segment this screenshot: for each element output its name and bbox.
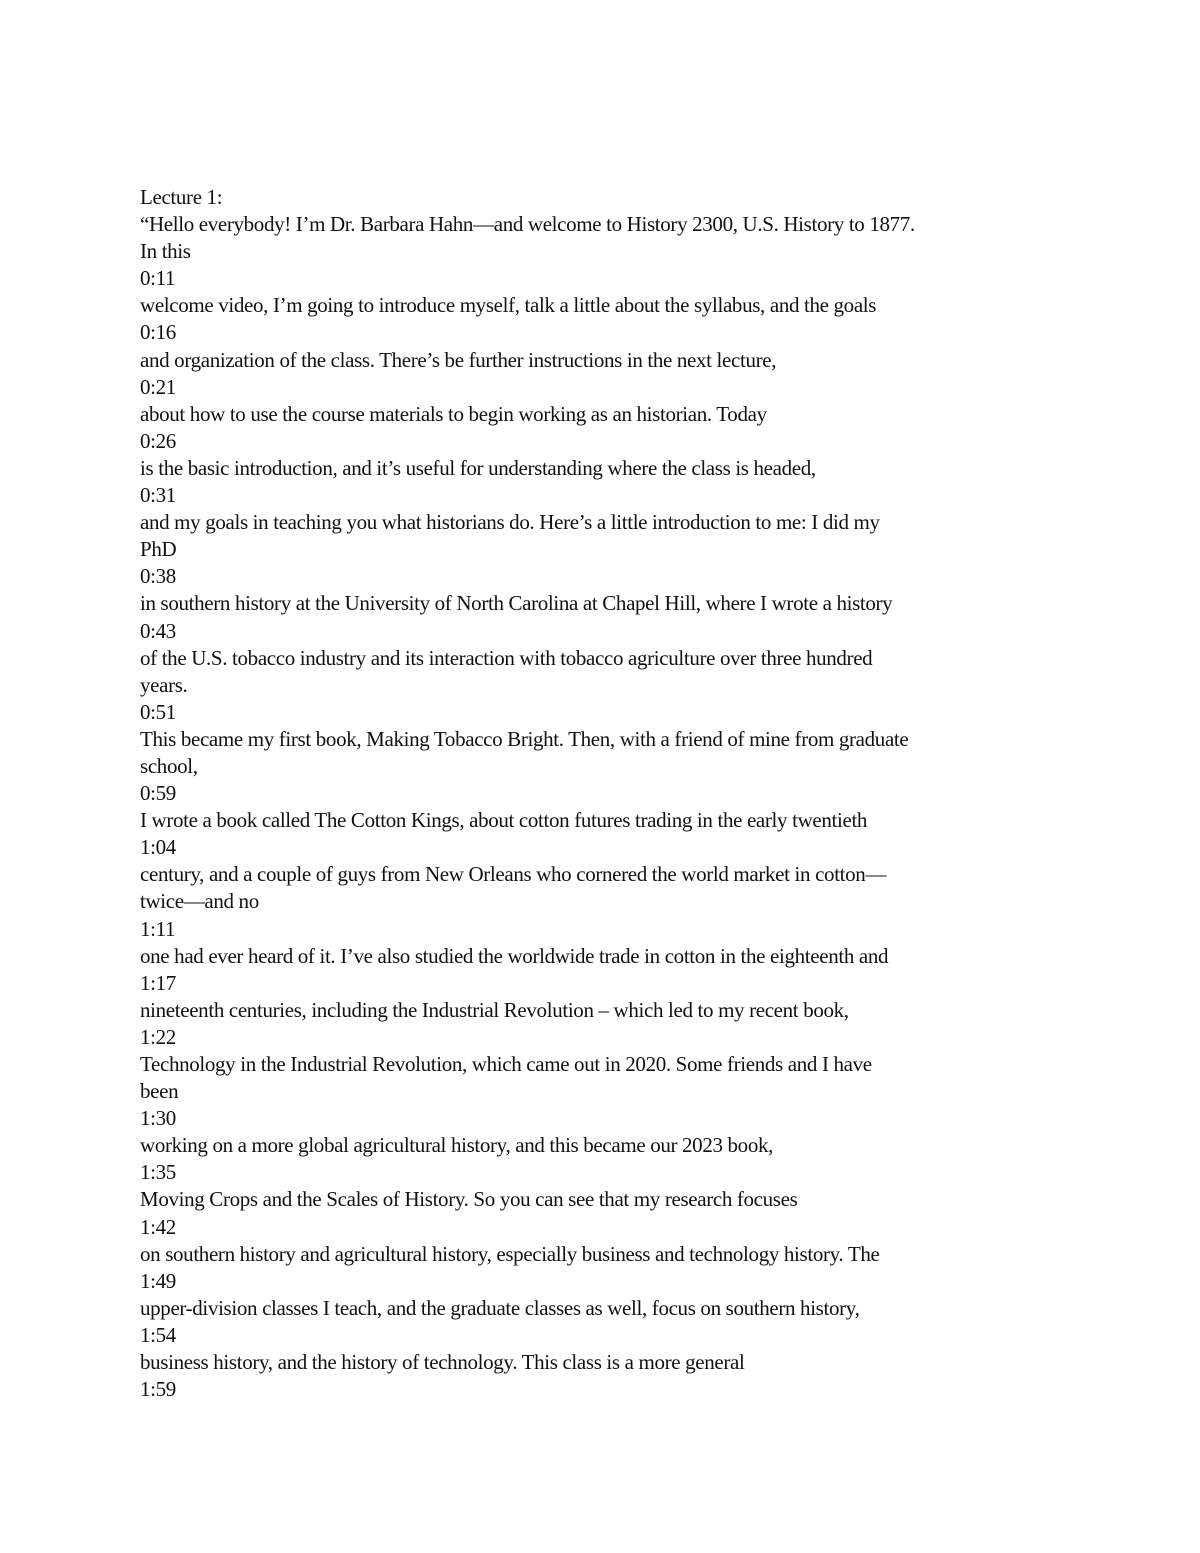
timestamp-line: 1:22 xyxy=(140,1024,176,1049)
transcript-line: Moving Crops and the Scales of History. So you can see that my research focuses xyxy=(140,1187,798,1212)
timestamp-line: 1:59 xyxy=(140,1377,176,1402)
transcript-line: PhD xyxy=(140,537,177,562)
transcript-line: This became my first book, Making Tobacco Bright. Then, with a friend of mine from graduate xyxy=(140,726,909,751)
transcript-line: one had ever heard of it. I’ve also studied the worldwide trade in cotton in the eighteenth and xyxy=(140,943,889,968)
timestamp-line: 0:51 xyxy=(140,699,176,724)
transcript-line: “Hello everybody! I’m Dr. Barbara Hahn—and welcome to History 2300, U.S. History to 1877. xyxy=(140,212,915,237)
transcript-line: nineteenth centuries, including the Industrial Revolution – which led to my recent book, xyxy=(140,997,849,1022)
transcript-line: century, and a couple of guys from New Orleans who cornered the world market in cotton— xyxy=(140,862,887,887)
transcript-line: on southern history and agricultural history, especially business and technology history. The xyxy=(140,1241,880,1266)
transcript-line: is the basic introduction, and it’s useful for understanding where the class is headed, xyxy=(140,455,816,480)
timestamp-line: 1:11 xyxy=(140,916,176,941)
timestamp-line: 0:21 xyxy=(140,374,176,399)
transcript-line: been xyxy=(140,1079,179,1104)
timestamp-line: 0:38 xyxy=(140,564,176,589)
transcript-text xyxy=(140,184,1070,1403)
transcript-line: upper-division classes I teach, and the graduate classes as well, focus on southern history, xyxy=(140,1295,860,1320)
transcript-line: twice—and no xyxy=(140,889,259,914)
timestamp-line: 0:31 xyxy=(140,483,176,508)
transcript-line: and my goals in teaching you what historians do. Here’s a little introduction to me: I did my xyxy=(140,510,880,535)
transcript-line: Technology in the Industrial Revolution, which came out in 2020. Some friends and I have xyxy=(140,1052,872,1076)
transcript-line: and organization of the class. There’s be further instructions in the next lecture, xyxy=(140,347,777,372)
transcript-line: in southern history at the University of North Carolina at Chapel Hill, where I wrote a history xyxy=(140,591,893,616)
timestamp-line: 0:59 xyxy=(140,781,176,806)
timestamp-line: 1:17 xyxy=(140,970,176,995)
transcript-line: of the U.S. tobacco industry and its interaction with tobacco agriculture over three hundred xyxy=(140,645,873,670)
timestamp-line: 1:04 xyxy=(140,835,176,860)
timestamp-line: 0:43 xyxy=(140,618,176,643)
transcript-line: business history, and the history of technology. This class is a more general xyxy=(140,1350,745,1375)
transcript-line: school, xyxy=(140,753,198,778)
transcript-line: working on a more global agricultural history, and this became our 2023 book, xyxy=(140,1133,774,1158)
timestamp-line: 1:54 xyxy=(140,1322,176,1347)
timestamp-line: 1:42 xyxy=(140,1214,176,1239)
transcript-line: welcome video, I’m going to introduce myself, talk a little about the syllabus, and the goals xyxy=(140,293,877,318)
timestamp-line: 0:16 xyxy=(140,320,176,345)
timestamp-line: 0:26 xyxy=(140,428,176,453)
timestamp-line: 1:49 xyxy=(140,1268,176,1293)
timestamp-line: 1:30 xyxy=(140,1106,176,1131)
transcript-line: about how to use the course materials to begin working as an historian. Today xyxy=(140,401,767,426)
transcript-line: I wrote a book called The Cotton Kings, about cotton futures trading in the early twentieth xyxy=(140,808,868,833)
timestamp-line: 0:11 xyxy=(140,266,176,291)
transcript-line: years. xyxy=(140,672,188,697)
transcript-line: Lecture 1: xyxy=(140,185,223,209)
timestamp-line: 1:35 xyxy=(140,1160,176,1185)
transcript-line: In this xyxy=(140,239,191,264)
